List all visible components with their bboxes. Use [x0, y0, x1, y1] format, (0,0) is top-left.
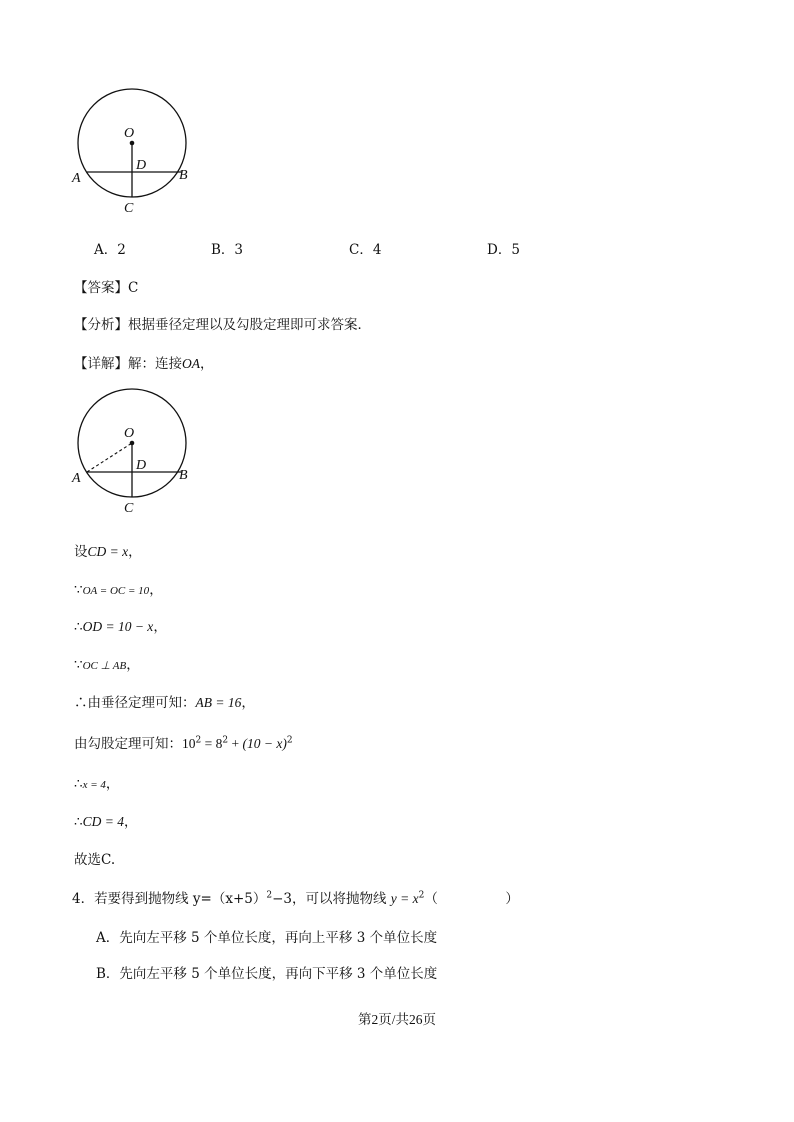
step-7: ∴x = 4，	[74, 776, 120, 792]
detail-line: 【详解】解：连接OA，	[74, 356, 214, 372]
label-a: A	[72, 471, 81, 486]
label-d: D	[136, 158, 147, 173]
label-o: O	[124, 426, 135, 441]
choice-b: B．3	[211, 242, 244, 258]
answer-line: 【答案】C	[74, 280, 139, 296]
center-point	[130, 441, 135, 446]
step-8: ∴CD = 4，	[74, 814, 138, 830]
label-c: C	[124, 501, 134, 516]
page-footer: 第2页/共26页	[357, 1012, 436, 1027]
step-6: 由勾股定理可知：$10^2 = 8^2 + (10 - x)^2$	[74, 735, 293, 752]
choice-d: D．5	[487, 242, 520, 258]
question-4-option-b: B．先向左平移 5 个单位长度，再向下平移 3 个单位长度	[96, 966, 438, 982]
choice-a: A．2	[94, 242, 126, 258]
dashed-oa	[87, 443, 132, 472]
step-4: ∵OC ⊥ AB，	[74, 657, 140, 673]
step-3: ∴OD = 10 − x，	[74, 619, 167, 635]
question-4-option-a: A．先向左平移 5 个单位长度，再向上平移 3 个单位长度	[96, 930, 438, 946]
label-b: B	[179, 468, 188, 483]
label-o: O	[124, 126, 135, 141]
label-a: A	[72, 171, 81, 186]
label-b: B	[179, 168, 188, 183]
circle-diagram-2	[66, 388, 216, 518]
label-d: D	[136, 458, 147, 473]
circle-diagram-1	[66, 88, 216, 218]
step-2: ∵OA = OC = 10，	[74, 582, 163, 598]
label-c: C	[124, 201, 134, 216]
choice-c: C．4	[349, 242, 382, 258]
center-point	[130, 141, 135, 146]
step-5: ∴由垂径定理可知：AB = 16，	[74, 695, 255, 711]
step-9: 故选C.	[74, 852, 116, 868]
analysis-line: 【分析】根据垂径定理以及勾股定理即可求答案．	[74, 317, 371, 333]
step-1: 设CD = x，	[74, 544, 142, 560]
question-4-stem: 4．若要得到抛物线 $y=(x+5)^2-3$，可以将抛物线 $y = x^2$（ ）	[72, 890, 519, 907]
